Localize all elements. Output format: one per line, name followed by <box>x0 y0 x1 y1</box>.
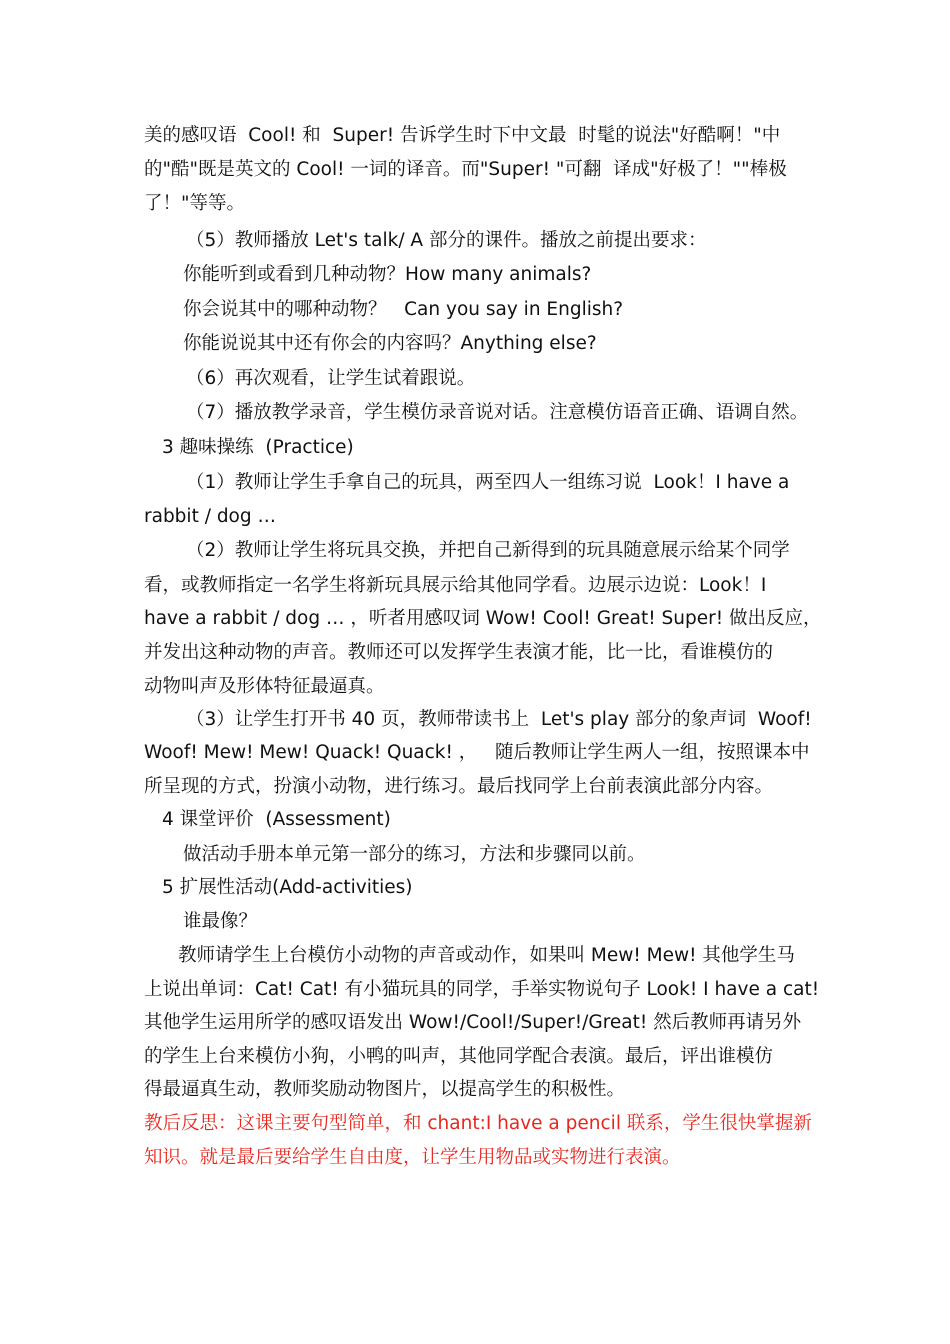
text-line: 教师请学生上台模仿小动物的声音或动作，如果叫 Mew! Mew! 其他学生马 <box>178 945 795 966</box>
text-line: Woof! Mew! Mew! Quack! Quack! ， 随后教师让学生两人一组，按照课本中 <box>144 742 810 763</box>
text-line: 你会说其中的哪种动物？ Can you say in English? <box>183 299 624 320</box>
text-line: 所呈现的方式，扮演小动物，进行练习。最后找同学上台前表演此部分内容。 <box>144 776 774 797</box>
text-line: （7）播放教学录音，学生模仿录音说对话。注意模仿语音正确、语调自然。 <box>186 402 809 423</box>
text-line: 其他学生运用所学的感叹语发出 Wow!/Cool!/Super!/Great! 然后教师再请另外 <box>144 1012 802 1033</box>
section-heading: 3 趣味操练 (Practice) <box>162 437 354 458</box>
reflection-line: 教后反思：这课主要句型简单，和 chant:I have a pencil 联系，学生很快掌握新 <box>144 1113 812 1134</box>
text-line: （5）教师播放 Let's talk/ A 部分的课件。播放之前提出要求： <box>186 230 707 251</box>
text-line: （3）让学生打开书 40 页，教师带读书上 Let's play 部分的象声词 Woof! <box>186 709 812 730</box>
section-heading: 5 扩展性活动(Add-activities) <box>162 877 413 898</box>
text-line: 并发出这种动物的声音。教师还可以发挥学生表演才能，比一比，看谁模仿的 <box>144 642 774 663</box>
text-line: 的学生上台来模仿小狗，小鸭的叫声，其他同学配合表演。最后，评出谁模仿 <box>144 1046 774 1067</box>
text-line: 了！"等等。 <box>144 193 246 214</box>
section-heading: 4 课堂评价 (Assessment) <box>162 809 391 830</box>
text-line: have a rabbit / dog … ，听者用感叹词 Wow! Cool! Great! Super! 做出反应， <box>144 608 822 629</box>
text-line: 你能听到或看到几种动物？How many animals? <box>183 264 592 285</box>
text-line: 你能说说其中还有你会的内容吗？Anything else? <box>183 333 597 354</box>
text-line: （6）再次观看，让学生试着跟说。 <box>186 368 476 389</box>
reflection-line: 知识。就是最后要给学生自由度，让学生用物品或实物进行表演。 <box>144 1147 681 1168</box>
text-line: 谁最像？ <box>183 911 258 932</box>
text-line: 看，或教师指定一名学生将新玩具展示给其他同学看。边展示边说：Look！I <box>144 575 767 596</box>
text-line: （1）教师让学生手拿自己的玩具，两至四人一组练习说 Look！I have a <box>186 472 790 493</box>
text-line: 美的感叹语 Cool! 和 Super! 告诉学生时下中文最 时髦的说法"好酷啊！"中 <box>144 125 781 146</box>
text-line: 做活动手册本单元第一部分的练习，方法和步骤同以前。 <box>183 844 646 865</box>
text-line: 上说出单词：Cat! Cat! 有小猫玩具的同学，手举实物说句子 Look! I have a cat! <box>144 979 820 1000</box>
text-line: 的"酷"既是英文的 Cool! 一词的译音。而"Super! "可翻 译成"好极了！""棒极 <box>144 159 787 180</box>
text-line: 动物叫声及形体特征最逼真。 <box>144 676 385 697</box>
text-line: rabbit / dog … <box>144 506 277 527</box>
text-line: （2）教师让学生将玩具交换，并把自己新得到的玩具随意展示给某个同学 <box>186 540 790 561</box>
text-line: 得最逼真生动，教师奖励动物图片，以提高学生的积极性。 <box>144 1079 626 1100</box>
